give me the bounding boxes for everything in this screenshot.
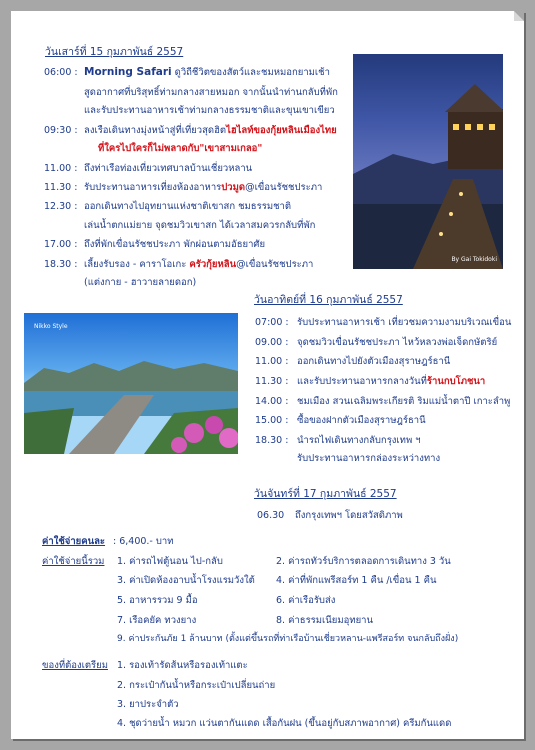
day1-date: วันเสาร์ที่ 15 กุมภาพันธ์ 2557 — [45, 46, 184, 58]
day2-pre-0: รับประทานอาหารเช้า เที่ยวชมความงามบริเวณเขื่อน — [297, 317, 512, 328]
day1-text-7 — [84, 200, 291, 213]
day1-post-0: ดูวิถีชีวิตของสัตว์และชมหมอกยามเช้า — [171, 67, 330, 78]
includes-item-1: 1. ค่ารถไฟตู้นอน ไป-กลับ — [117, 556, 223, 567]
day2-pre-3: และรับประทานอาหารกลางวันที่ — [297, 376, 427, 387]
day2-text-1 — [297, 336, 497, 349]
day1-text-1 — [84, 86, 338, 99]
day1-time-0: 06:00 : — [44, 67, 78, 78]
day1-text-6 — [84, 181, 322, 194]
prepare-item-3: 3. ยาประจำตัว — [117, 699, 179, 710]
includes-item-7: 7. เรือคยัค ทวงยาง — [117, 615, 197, 626]
day3-text: ถึงกรุงเทพฯ โดยสวัสดิภาพ — [295, 510, 403, 521]
day2-pre-6: นำรถไฟเดินทางกลับกรุงเทพ ฯ — [297, 435, 421, 446]
day1-pre-9: ถึงที่พักเขื่อนรัชชประภา พักผ่อนตามอัธยาศัย — [84, 239, 266, 250]
includes-item-6: 6. ค่าเรือรับส่ง — [276, 595, 336, 606]
cost-amount: : 6,400.- บาท — [113, 536, 174, 547]
dam-view-photo — [24, 313, 238, 454]
day2-time-2: 11.00 : — [255, 356, 289, 367]
day1-pre-1: สูดอากาศที่บริสุทธิ์ท่ามกลางสายหมอก จากนั้นนำท่านกลับที่พัก — [84, 87, 338, 98]
cost-label: ค่าใช้จ่ายคนละ — [42, 536, 106, 547]
day1-text-5 — [84, 162, 252, 175]
day2-pre-7: รับประทานอาหารกล่องระหว่างทาง — [297, 453, 441, 464]
day1-post-10: @เขื่อนรัชชประภา — [236, 259, 314, 270]
day2-text-6 — [297, 434, 421, 447]
photo1-watermark: By Gai Tokidoki — [451, 256, 497, 263]
day1-highlight-6: ปวมูด — [221, 182, 246, 193]
day1-highlight-3: ไฮไลท์ของกุ้ยหลินเมืองไทย — [226, 125, 337, 136]
day2-time-3: 11.30 : — [255, 376, 289, 387]
includes-item-8: 8. ค่าธรรมเนียมอุทยาน — [276, 615, 373, 626]
day2-time-5: 15.00 : — [255, 415, 289, 426]
day2-text-4 — [297, 395, 510, 408]
day1-pre-2: และรับประทานอาหารเช้าท่ามกลางธรรมชาติและขุนเขาเขียว — [84, 105, 335, 116]
day1-text-2 — [84, 104, 335, 117]
day2-pre-1: จุดชมวิวเขื่อนรัชชประภา ไหว้หลวงพ่อเจ็ดกษัตริย์ — [297, 337, 498, 348]
includes-item-9: 9. ค่าประกันภัย 1 ล้านบาท (ตั้งแต่ขึ้นรถที่ท่าเรือบ้านเชี่ยวหลาน-แพรีสอร์ท จนกลับถึงฝั่ง) — [117, 634, 459, 644]
day2-date: วันอาทิตย์ที่ 16 กุมภาพันธ์ 2557 — [254, 294, 403, 306]
day1-pre-5: ถึงท่าเรือท่องเที่ยวเทศบาลบ้านเชี่ยวหลาน — [84, 163, 253, 174]
day1-pre-10: เลี้ยงรับรอง - คาราโอเกะ — [84, 259, 190, 270]
day2-text-0 — [297, 316, 511, 329]
includes-item-5: 5. อาหารรวม 9 มื้อ — [117, 595, 198, 606]
day2-time-4: 14.00 : — [255, 396, 289, 407]
day3-date: วันจันทร์ที่ 17 กุมภาพันธ์ 2557 — [254, 488, 397, 500]
day2-pre-2: ออกเดินทางไปยังตัวเมืองสุราษฎร์ธานี — [297, 356, 451, 367]
includes-item-4: 4. ค่าที่พักแพรีสอร์ท 1 คืน /เขื่อน 1 คืน — [276, 575, 437, 586]
day2-text-7 — [297, 452, 440, 465]
photo2-watermark: Nikko Style — [34, 323, 68, 330]
day1-text-10 — [84, 258, 313, 271]
day1-pre-8: เล่นน้ำตกแม่ยาย จุดชมวิวเขาสก ได้เวลาสมควรกลับที่พัก — [84, 220, 316, 231]
day1-pre-6: รับประทานอาหารเที่ยงห้องอาหาร — [84, 182, 222, 193]
includes-item-2: 2. ค่ารถทัวร์บริการตลอดการเดินทาง 3 วัน — [276, 556, 451, 567]
prepare-item-2: 2. กระเป๋ากันน้ำหรือกระเป๋าเปลี่ยนถ่าย — [117, 680, 276, 691]
day1-time-7: 12.30 : — [44, 201, 78, 212]
prepare-label: ของที่ต้องเตรียม — [42, 660, 108, 671]
day1-pre-3: ลงเรือเดินทางมุ่งหน้าสู่ที่เที่ยวสุดฮิต — [84, 125, 227, 136]
day1-text-4 — [98, 142, 262, 155]
day1-time-3: 09:30 : — [44, 125, 78, 136]
day2-pre-5: ซื้อของฝากตัวเมืองสุราษฎร์ธานี — [297, 415, 426, 426]
day3-time: 06.30 — [257, 510, 285, 521]
day1-pre-7: ออกเดินทางไปอุทยานแห่งชาติเขาสก ชมธรรมชาติ — [84, 201, 292, 212]
includes-label: ค่าใช้จ่ายนี้รวม — [42, 556, 105, 567]
day2-time-1: 09.00 : — [255, 337, 289, 348]
raft-house-night-photo — [353, 54, 503, 269]
day1-text-9 — [84, 238, 265, 251]
day2-text-2 — [297, 355, 450, 368]
day1-text-11 — [84, 276, 196, 289]
day1-text-8 — [84, 219, 315, 232]
day1-time-9: 17.00 : — [44, 239, 78, 250]
day2-text-5 — [297, 414, 426, 427]
day1-time-6: 11.30 : — [44, 182, 78, 193]
day1-highlight-0: Morning Safari — [84, 66, 172, 78]
day2-highlight-3: ร้านกบโภชนา — [426, 376, 486, 387]
day2-time-6: 18.30 : — [255, 435, 289, 446]
day1-text-0 — [84, 66, 330, 79]
day1-highlight-10: ครัวกุ้ยหลิน — [189, 259, 237, 270]
day1-text-3 — [84, 124, 337, 137]
day2-pre-4: ชมเมือง สวนเฉลิมพระเกียรติ ริมแม่น้ำตาปี เกาะลำพู — [297, 396, 511, 407]
page-corner-fold — [514, 11, 524, 21]
day1-pre-11: (แต่งกาย - ฮาวายลายดอก) — [84, 277, 197, 288]
day1-time-10: 18.30 : — [44, 259, 78, 270]
prepare-item-4: 4. ชุดว่ายน้ำ หมวก แว่นตากันแดด เสื้อกันฝน (ขึ้นอยู่กับสภาพอากาศ) ครีมกันแดด — [117, 718, 452, 729]
includes-item-3: 3. ค่าเปิดห้องอาบน้ำโรงแรมวังใต้ — [117, 575, 255, 586]
prepare-item-1: 1. รองเท้ารัดส้นหรือรองเท้าแตะ — [117, 660, 248, 671]
day1-time-5: 11.00 : — [44, 163, 78, 174]
day2-text-3 — [297, 375, 485, 388]
day2-time-0: 07:00 : — [255, 317, 289, 328]
day1-highlight-4: ที่ใครไปใครก็ไม่พลาดกับ"เขาสามเกลอ" — [98, 143, 263, 154]
day1-post-6: @เขื่อนรัชชประภา — [245, 182, 323, 193]
